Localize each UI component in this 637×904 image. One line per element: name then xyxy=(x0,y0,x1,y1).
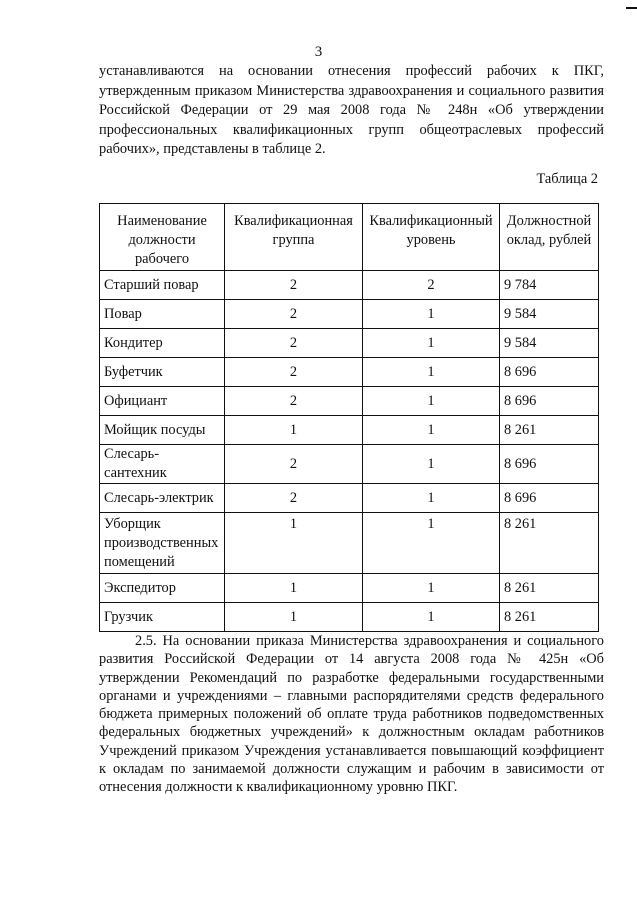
cell-qual-group: 1 xyxy=(225,603,363,632)
cell-qual-group: 2 xyxy=(225,300,363,329)
cell-salary: 8 261 xyxy=(500,513,599,574)
table-row xyxy=(100,603,599,632)
cell-qual-level: 1 xyxy=(363,416,500,445)
cell-qual-level: 1 xyxy=(363,445,500,484)
table-row xyxy=(100,271,599,300)
cell-qual-group: 1 xyxy=(225,513,363,574)
cell-qual-group: 1 xyxy=(225,574,363,603)
cell-qual-group: 2 xyxy=(225,445,363,484)
cell-position: Старший повар xyxy=(100,271,225,300)
table-row xyxy=(100,484,599,513)
cell-qual-group: 2 xyxy=(225,329,363,358)
cell-qual-level: 1 xyxy=(363,300,500,329)
cell-salary: 8 261 xyxy=(500,603,599,632)
cell-position: Повар xyxy=(100,300,225,329)
page-number: 3 xyxy=(314,44,323,60)
table-row xyxy=(100,416,599,445)
table-row xyxy=(100,513,599,574)
cell-salary: 9 584 xyxy=(500,300,599,329)
cell-salary: 8 261 xyxy=(500,416,599,445)
cell-position: Слесарь-электрик xyxy=(100,484,225,513)
header-qual-level: Квалификационный уровень xyxy=(363,204,500,271)
cell-salary: 8 696 xyxy=(500,387,599,416)
cell-qual-level: 2 xyxy=(363,271,500,300)
cell-qual-level: 1 xyxy=(363,513,500,574)
cell-position: Уборщик производственных помещений xyxy=(100,513,225,574)
intro-paragraph: устанавливаются на основании отнесения профессий рабочих к ПКГ, утвержденным приказом Министерства здравоохранения и социального развития Российской Федерации от 29 мая 2008 года № 248н «Об утверждении профессиональных квалификационных групп общеотраслевых профессий рабочих», представлены в таблице 2. xyxy=(99,63,604,157)
table-caption: Таблица 2 xyxy=(536,171,598,187)
table-row xyxy=(100,358,599,387)
table-row xyxy=(100,387,599,416)
cell-qual-group: 2 xyxy=(225,484,363,513)
salary-table xyxy=(99,203,599,632)
table-header-row xyxy=(100,204,599,271)
cell-salary: 9 784 xyxy=(500,271,599,300)
cell-salary: 8 696 xyxy=(500,445,599,484)
table-row xyxy=(100,300,599,329)
cell-qual-level: 1 xyxy=(363,603,500,632)
cell-qual-group: 1 xyxy=(225,416,363,445)
cell-qual-level: 1 xyxy=(363,387,500,416)
cell-salary: 8 696 xyxy=(500,484,599,513)
cell-position: Мойщик посуды xyxy=(100,416,225,445)
cell-qual-level: 1 xyxy=(363,484,500,513)
header-position: Наименование должности рабочего xyxy=(100,204,225,271)
header-qual-group: Квалификационная группа xyxy=(225,204,363,271)
corner-mark xyxy=(626,7,637,9)
cell-salary: 9 584 xyxy=(500,329,599,358)
cell-qual-level: 1 xyxy=(363,329,500,358)
cell-qual-group: 2 xyxy=(225,271,363,300)
cell-position: Грузчик xyxy=(100,603,225,632)
cell-qual-group: 2 xyxy=(225,387,363,416)
table-row xyxy=(100,445,599,484)
cell-qual-level: 1 xyxy=(363,574,500,603)
table-row xyxy=(100,329,599,358)
section-paragraph xyxy=(99,632,604,797)
cell-qual-level: 1 xyxy=(363,358,500,387)
cell-salary: 8 261 xyxy=(500,574,599,603)
cell-position: Кондитер xyxy=(100,329,225,358)
cell-position: Буфетчик xyxy=(100,358,225,387)
cell-position: Экспедитор xyxy=(100,574,225,603)
section-text: На основании приказа Министерства здравоохранения и социального развития Российской Федерации от 14 августа 2008 года № 425н «Об утверждении Рекомендаций по разработке федеральными государственными органами и учреждениями – главными распорядителями средств федерального бюджета примерных положений об оплате труда работников подведомственных федеральных бюджетных учреждений» к должностным окладам работников Учреждений приказом Учреждения устанавливается повышающий коэффициент к окладам по занимаемой должности служащим и рабочим в зависимости от отнесения должности к квалификационному уровню ПКГ. xyxy=(99,633,604,796)
section-number: 2.5. xyxy=(135,633,157,649)
table-row xyxy=(100,574,599,603)
header-salary: Должностной оклад, рублей xyxy=(500,204,599,271)
cell-position: Официант xyxy=(100,387,225,416)
cell-qual-group: 2 xyxy=(225,358,363,387)
cell-position: Слесарь-сантехник xyxy=(100,445,225,484)
cell-salary: 8 696 xyxy=(500,358,599,387)
